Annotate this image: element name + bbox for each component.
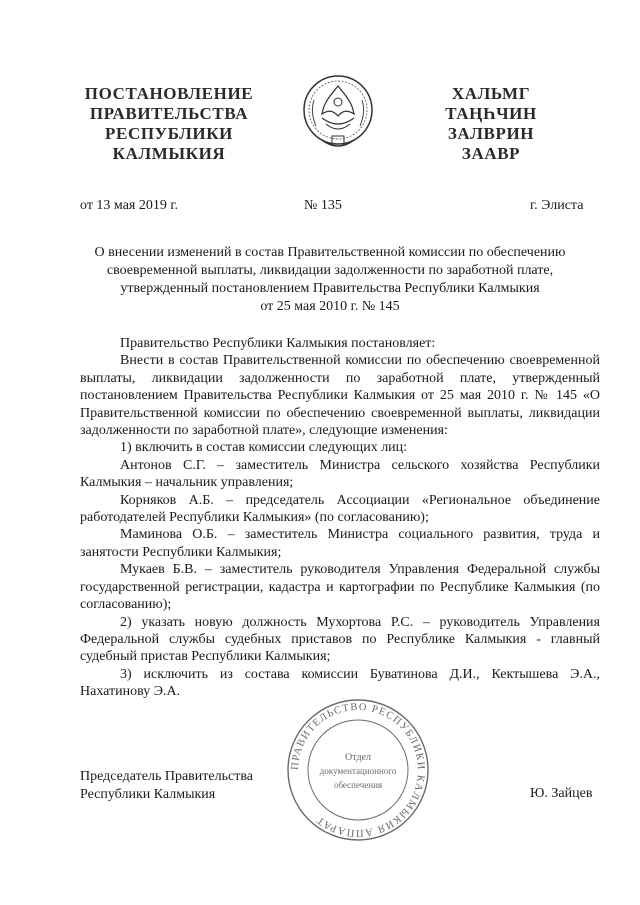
header-right-block (416, 84, 566, 164)
stamp-inner-line: обеспечения (333, 780, 383, 790)
document-number: № 135 (304, 198, 342, 213)
header-left-line: КАЛМЫКИЯ (112, 144, 226, 163)
official-stamp (286, 698, 430, 842)
kalmykia-emblem-icon (300, 72, 376, 154)
body-paragraph: Мукаев Б.В. – заместитель руководителя Управления Федеральной службы государственной регистрации, кадастра и картографии по Республике Калмыкия (по согласованию); (80, 562, 600, 613)
title-line: своевременной выплаты, ликвидации задолженности по заработной плате, (106, 263, 554, 278)
signatory-position-line: Республики Калмыкия (80, 787, 216, 802)
body-paragraph: Корняков А.Б. – председатель Ассоциации «Региональное объединение работодателей Республики Калмыкия» (по согласованию); (80, 492, 600, 526)
header-right-line: ХАЛЬМГ (451, 84, 531, 103)
stamp-outer-text: ПРАВИТЕЛЬСТВО РЕСПУБЛИКИ КАЛМЫКИЯ АППАРАТ (289, 701, 427, 839)
header-right-line: ЗААВР (461, 144, 521, 163)
title-line: О внесении изменений в состав Правительственной комиссии по обеспечению (94, 245, 566, 260)
document-city: г. Элиста (530, 198, 584, 213)
signatory-position (80, 768, 253, 804)
header-left-line: РЕСПУБЛИКИ (105, 124, 233, 143)
document-date: от 13 мая 2019 г. (80, 198, 179, 213)
body-paragraph: Правительство Республики Калмыкия постановляет: (120, 336, 436, 351)
signatory-position-line: Председатель Правительства (80, 769, 253, 784)
document-body (80, 335, 600, 701)
body-paragraph: Внести в состав Правительственной комиссии по обеспечению своевременной выплаты, ликвидации задолженности по заработной плате, утвержденный постановлением Правительства Республики Калмыкия от 25 мая 2010 г. № 145 «О Правительственной комиссии по обеспечению своевременной выплаты, ликвидации задолженности по заработной плате», следующие изменения: (80, 353, 600, 439)
title-line: утвержденный постановлением Правительства Республики Калмыкия (120, 281, 540, 296)
title-line: от 25 мая 2010 г. № 145 (260, 299, 400, 314)
document-title (60, 244, 600, 316)
header-right-line: ЗАЛВРИН (447, 124, 535, 143)
body-paragraph: Антонов С.Г. – заместитель Министра сельского хозяйства Республики Калмыкия – начальник управления; (80, 457, 600, 491)
header-right-line: ТАҢҺЧИН (445, 104, 537, 123)
body-paragraph: 3) исключить из состава комиссии Буватинова Д.И., Кектышева Э.А., Нахатинову Э.А. (80, 666, 600, 700)
body-paragraph: Маминова О.Б. – заместитель Министра социального развития, труда и занятости Республики Калмыкия; (80, 527, 600, 560)
header-left-block (64, 84, 274, 164)
signatory-name: Ю. Зайцев (530, 786, 593, 801)
body-paragraph: 2) указать новую должность Мухортова Р.С. – руководитель Управления Федеральной службы судебных приставов по Республике Калмыкия - главный судебный пристав Республики Калмыкия; (80, 614, 600, 665)
stamp-inner-line: документационного (319, 766, 397, 776)
header-left-line: ПРАВИТЕЛЬСТВА (89, 104, 249, 123)
stamp-inner-line: Отдел (345, 752, 371, 763)
header-left-line: ПОСТАНОВЛЕНИЕ (84, 84, 254, 103)
body-paragraph: 1) включить в состав комиссии следующих лиц: (120, 440, 408, 456)
